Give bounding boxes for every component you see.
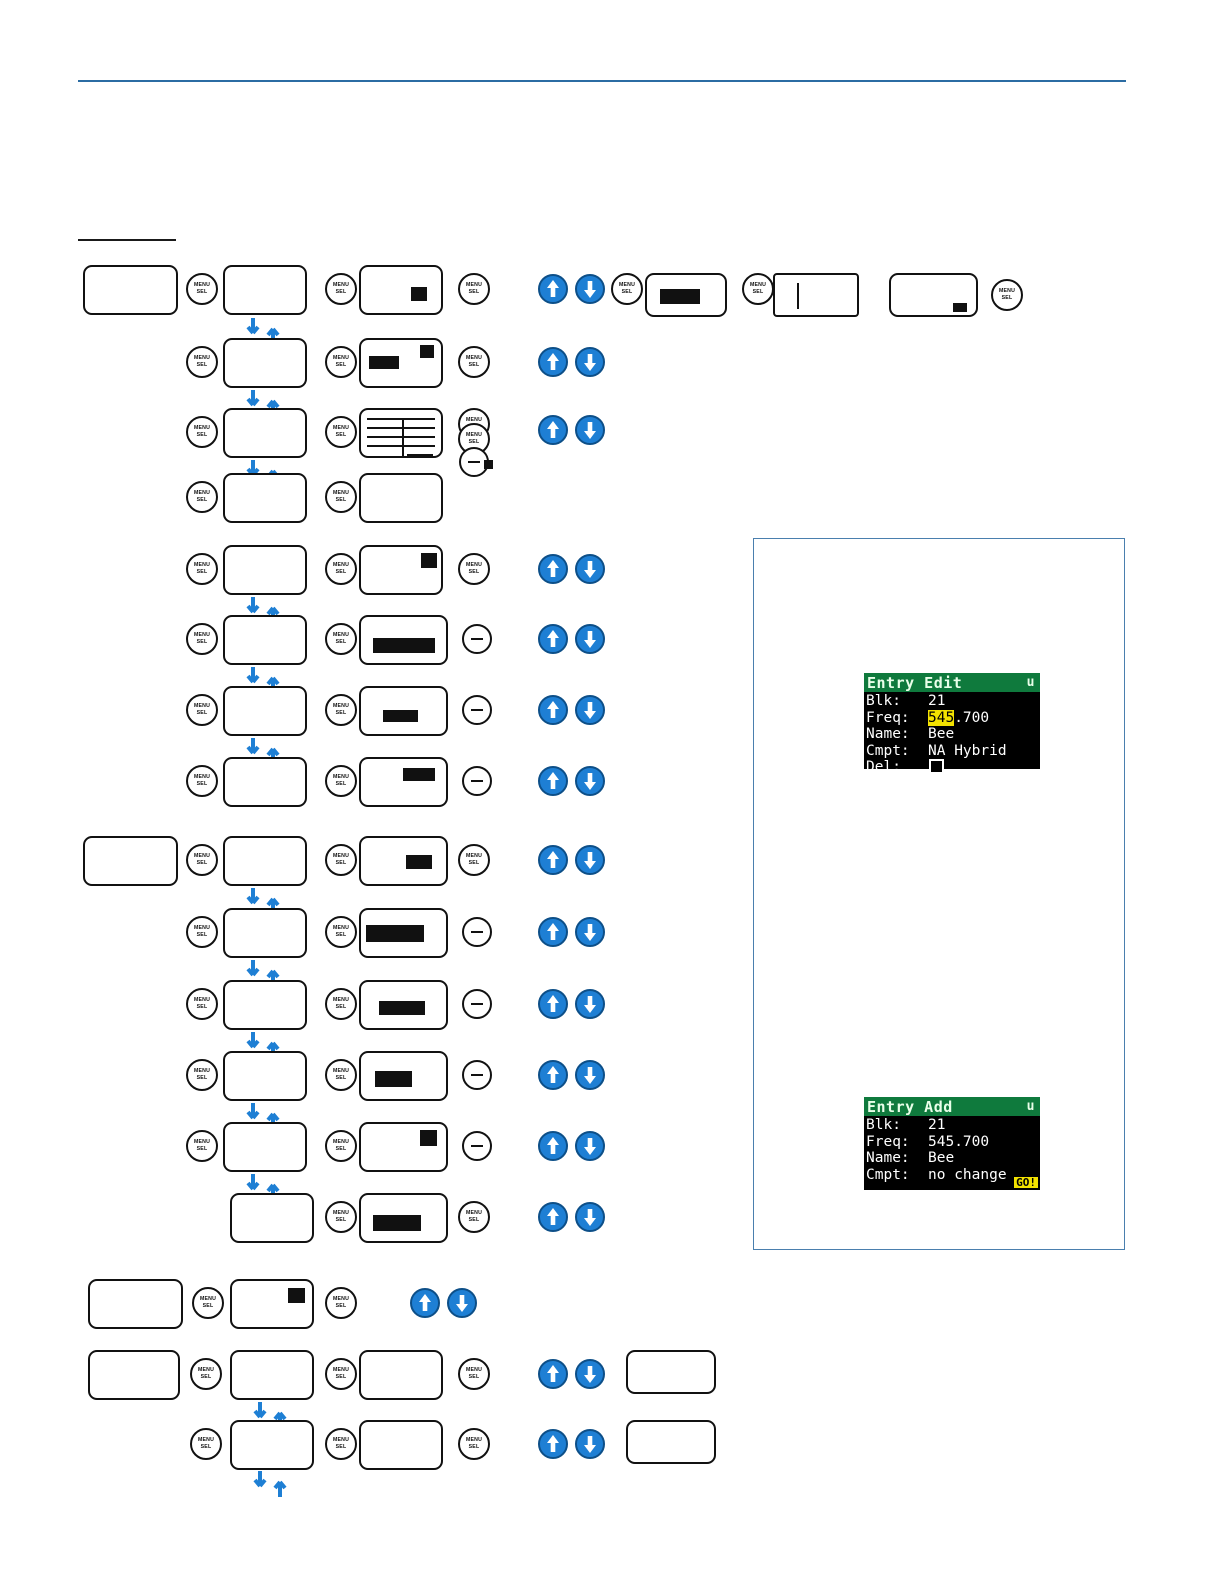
- menu-sel-label-2: SEL: [335, 1074, 347, 1081]
- menu-sel-label-1: MENU: [465, 853, 483, 860]
- menu-sel-label-2: SEL: [335, 496, 347, 503]
- menu-sel-button[interactable]: [325, 1428, 357, 1460]
- up-arrow-button[interactable]: [538, 1131, 568, 1161]
- menu-sel-label-1: MENU: [749, 282, 767, 289]
- menu-sel-label-1: MENU: [332, 1068, 350, 1075]
- menu-sel-button[interactable]: [190, 1358, 222, 1390]
- lcd-fill-bar: [379, 1001, 425, 1015]
- menu-sel-button[interactable]: [458, 1201, 490, 1233]
- down-arrow-button[interactable]: [575, 1359, 605, 1389]
- down-arrow-button[interactable]: [575, 347, 605, 377]
- row-label: Blk:: [866, 1117, 901, 1133]
- row-value: NA Hybrid: [928, 742, 1007, 759]
- lcd-corner-block: [421, 553, 437, 568]
- lcd-box: [359, 686, 448, 736]
- menu-sel-label-1: MENU: [193, 997, 211, 1004]
- menu-sel-button[interactable]: [325, 765, 357, 797]
- lcd-box: [626, 1350, 716, 1394]
- menu-sel-label-1: MENU: [193, 853, 211, 860]
- lcd-box: [83, 265, 178, 315]
- menu-sel-button[interactable]: [192, 1287, 224, 1319]
- menu-sel-button[interactable]: [325, 694, 357, 726]
- screen-title-right: u: [1026, 1099, 1035, 1114]
- lcd-box: [359, 1051, 448, 1101]
- menu-sel-label-1: MENU: [197, 1367, 215, 1374]
- menu-sel-button[interactable]: [325, 481, 357, 513]
- menu-sel-button[interactable]: [458, 844, 490, 876]
- menu-sel-label-2: SEL: [335, 1443, 347, 1450]
- lcd-box: [359, 473, 443, 523]
- menu-sel-button[interactable]: [325, 1287, 357, 1319]
- menu-sel-label-2: SEL: [196, 1145, 208, 1152]
- menu-sel-label-1: MENU: [193, 1139, 211, 1146]
- row-value: Bee: [928, 726, 955, 742]
- minus-button[interactable]: [462, 917, 492, 947]
- lcd-box: [223, 265, 307, 315]
- menu-sel-label-2: SEL: [335, 709, 347, 716]
- row-value: Bee: [928, 1150, 955, 1166]
- menu-sel-label-1: MENU: [193, 1068, 211, 1075]
- lcd-fill-block: [660, 289, 700, 304]
- lcd-box: [773, 273, 859, 317]
- menu-sel-label-2: SEL: [1001, 294, 1013, 301]
- row-label: Cmpt:: [866, 742, 910, 759]
- lcd-box: [230, 1193, 314, 1243]
- row-value-rest: .700: [954, 709, 990, 726]
- up-arrow-button[interactable]: [538, 347, 568, 377]
- lcd-box: [359, 908, 448, 958]
- screen-title: Entry Edit: [867, 673, 963, 692]
- lcd-box: [223, 545, 307, 595]
- screen-row: [866, 710, 1040, 727]
- menu-sel-label-2: SEL: [468, 288, 480, 295]
- menu-sel-button[interactable]: [186, 694, 218, 726]
- screen-title: Entry Add: [867, 1097, 953, 1116]
- up-arrow-button[interactable]: [538, 989, 568, 1019]
- menu-sel-button[interactable]: [325, 1059, 357, 1091]
- menu-sel-label-2: SEL: [335, 1216, 347, 1223]
- menu-sel-button[interactable]: [325, 916, 357, 948]
- down-arrow-button[interactable]: [575, 766, 605, 796]
- lcd-box: [223, 980, 307, 1030]
- lcd-corner-mark: [953, 303, 967, 312]
- menu-sel-button[interactable]: [325, 416, 357, 448]
- down-arrow-button[interactable]: [575, 554, 605, 584]
- menu-sel-button[interactable]: [186, 916, 218, 948]
- menu-sel-label-2: SEL: [196, 931, 208, 938]
- lcd-box: [83, 836, 178, 886]
- menu-sel-label-1: MENU: [618, 282, 636, 289]
- menu-sel-button[interactable]: [186, 416, 218, 448]
- menu-sel-label-2: SEL: [468, 568, 480, 575]
- screen-title-bar: [864, 673, 1040, 692]
- screen-row: [866, 743, 1040, 760]
- menu-sel-label-1: MENU: [193, 425, 211, 432]
- down-arrow-button[interactable]: [575, 624, 605, 654]
- lcd-box: [359, 1122, 448, 1172]
- screen-row: [866, 1150, 1040, 1167]
- screen-row: [866, 1134, 1040, 1151]
- lcd-fill-bar: [375, 1071, 412, 1087]
- menu-sel-button[interactable]: [325, 553, 357, 585]
- down-arrow-button[interactable]: [575, 1429, 605, 1459]
- lcd-box: [223, 615, 307, 665]
- up-arrow-button[interactable]: [538, 1429, 568, 1459]
- menu-sel-button[interactable]: [186, 988, 218, 1020]
- menu-sel-button[interactable]: [186, 481, 218, 513]
- menu-sel-label-1: MENU: [332, 355, 350, 362]
- menu-sel-label-2: SEL: [335, 1145, 347, 1152]
- menu-sel-label-1: MENU: [465, 417, 483, 424]
- menu-sel-label-1: MENU: [193, 355, 211, 362]
- row-value: 545.700: [928, 1133, 990, 1150]
- up-arrow-button[interactable]: [538, 1060, 568, 1090]
- menu-sel-button[interactable]: [325, 623, 357, 655]
- lcd-fill-block: [411, 287, 427, 301]
- lcd-box: [359, 615, 448, 665]
- menu-sel-label-2: SEL: [335, 931, 347, 938]
- lcd-box: [359, 1193, 448, 1243]
- menu-sel-label-1: MENU: [998, 288, 1016, 295]
- lcd-cursor: [797, 283, 799, 309]
- menu-sel-label-1: MENU: [465, 355, 483, 362]
- lcd-box: [88, 1350, 180, 1400]
- lcd-fill-bar: [366, 925, 424, 942]
- menu-sel-label-2: SEL: [335, 1302, 347, 1309]
- menu-sel-label-2: SEL: [196, 496, 208, 503]
- row-label: Blk:: [866, 693, 901, 709]
- menu-sel-label-2: SEL: [196, 709, 208, 716]
- menu-sel-label-2: SEL: [196, 1003, 208, 1010]
- up-arrow-button[interactable]: [538, 274, 568, 304]
- up-arrow-button[interactable]: [538, 415, 568, 445]
- lcd-box: [359, 265, 443, 315]
- screen-rows: [864, 692, 1040, 776]
- menu-sel-label-1: MENU: [332, 562, 350, 569]
- menu-sel-label-1: MENU: [332, 925, 350, 932]
- lcd-box: [230, 1420, 314, 1470]
- lcd-fill-bar: [373, 1215, 421, 1231]
- lcd-corner-block: [288, 1288, 305, 1303]
- lcd-fill-bar: [403, 768, 435, 781]
- menu-sel-button[interactable]: [186, 273, 218, 305]
- menu-sel-button[interactable]: [186, 844, 218, 876]
- up-arrow-button[interactable]: [538, 624, 568, 654]
- lcd-fill-bar: [383, 710, 418, 722]
- row-value: no change: [928, 1166, 1007, 1183]
- lcd-box: [223, 338, 307, 388]
- menu-sel-label-1: MENU: [197, 1437, 215, 1444]
- down-arrow-button[interactable]: [575, 274, 605, 304]
- menu-sel-label-2: SEL: [202, 1302, 214, 1309]
- menu-sel-label-2: SEL: [335, 859, 347, 866]
- menu-sel-label-2: SEL: [468, 361, 480, 368]
- menu-sel-button[interactable]: [325, 1201, 357, 1233]
- down-arrow-button[interactable]: [575, 989, 605, 1019]
- entry-edit-screen: [864, 673, 1040, 775]
- up-arrow-button[interactable]: [538, 845, 568, 875]
- flow-arrows: [250, 1470, 296, 1498]
- lcd-box: [359, 545, 443, 595]
- menu-sel-button[interactable]: [186, 1130, 218, 1162]
- menu-sel-label-2: SEL: [468, 859, 480, 866]
- section-underline: [78, 239, 176, 241]
- screen-rows: [864, 1116, 1040, 1183]
- menu-sel-label-1: MENU: [193, 490, 211, 497]
- lcd-box: [230, 1350, 314, 1400]
- delete-checkbox[interactable]: [929, 759, 944, 774]
- screen-row: [866, 726, 1040, 743]
- minus-button[interactable]: [462, 1131, 492, 1161]
- menu-sel-label-2: SEL: [335, 1373, 347, 1380]
- menu-sel-label-1: MENU: [465, 562, 483, 569]
- menu-sel-button[interactable]: [458, 273, 490, 305]
- up-arrow-button[interactable]: [538, 1359, 568, 1389]
- menu-sel-button[interactable]: [186, 623, 218, 655]
- menu-sel-button[interactable]: [325, 346, 357, 378]
- down-arrow-button[interactable]: [575, 695, 605, 725]
- menu-sel-label-1: MENU: [332, 703, 350, 710]
- lcd-box-list: [359, 408, 443, 458]
- lcd-box: [223, 1051, 307, 1101]
- lcd-corner-block: [420, 1130, 437, 1146]
- row-value: 21: [928, 1117, 946, 1133]
- menu-sel-label-1: MENU: [332, 632, 350, 639]
- row-label: Freq:: [866, 709, 910, 726]
- menu-sel-label-1: MENU: [332, 1437, 350, 1444]
- menu-sel-label-2: SEL: [335, 1003, 347, 1010]
- screen-title-bar: [864, 1097, 1040, 1116]
- down-arrow-button[interactable]: [575, 415, 605, 445]
- menu-sel-label-2: SEL: [196, 431, 208, 438]
- menu-sel-label-2: SEL: [335, 638, 347, 645]
- screen-row: [866, 1117, 1040, 1134]
- menu-sel-button[interactable]: [458, 1428, 490, 1460]
- menu-sel-button[interactable]: [325, 988, 357, 1020]
- row-label: Del:: [866, 759, 901, 775]
- menu-sel-label-2: SEL: [196, 288, 208, 295]
- screen-row: [866, 693, 1040, 710]
- callout-panel: [753, 538, 1125, 1250]
- lcd-corner-block: [420, 345, 434, 358]
- entry-add-screen: [864, 1097, 1040, 1190]
- menu-sel-label-1: MENU: [332, 1296, 350, 1303]
- up-arrow-button[interactable]: [538, 695, 568, 725]
- lcd-box: [223, 473, 307, 523]
- down-arrow-button[interactable]: [575, 845, 605, 875]
- menu-sel-label-1: MENU: [193, 562, 211, 569]
- menu-sel-button[interactable]: [325, 844, 357, 876]
- lcd-fill-bar: [373, 638, 435, 653]
- row-label: Cmpt:: [866, 1166, 910, 1183]
- menu-sel-label-2: SEL: [335, 431, 347, 438]
- up-arrow-button[interactable]: [538, 917, 568, 947]
- minus-button[interactable]: [462, 695, 492, 725]
- menu-sel-label-2: SEL: [196, 361, 208, 368]
- minus-button[interactable]: [462, 989, 492, 1019]
- menu-sel-label-1: MENU: [193, 774, 211, 781]
- lcd-list-lines: [361, 410, 441, 456]
- down-arrow-button[interactable]: [575, 1131, 605, 1161]
- menu-sel-label-1: MENU: [332, 1367, 350, 1374]
- menu-sel-label-2: SEL: [196, 1074, 208, 1081]
- lcd-box: [223, 836, 307, 886]
- menu-sel-label-1: MENU: [465, 1210, 483, 1217]
- lcd-box: [645, 273, 727, 317]
- menu-sel-button[interactable]: [458, 553, 490, 585]
- lcd-box: [359, 338, 443, 388]
- lcd-box: [626, 1420, 716, 1464]
- menu-sel-label-2: SEL: [468, 438, 480, 445]
- down-arrow-button[interactable]: [447, 1288, 477, 1318]
- menu-sel-label-1: MENU: [332, 853, 350, 860]
- menu-sel-label-2: SEL: [468, 1216, 480, 1223]
- menu-sel-label-2: SEL: [196, 859, 208, 866]
- menu-sel-label-1: MENU: [465, 432, 483, 439]
- menu-sel-label-2: SEL: [200, 1373, 212, 1380]
- menu-sel-label-2: SEL: [468, 1443, 480, 1450]
- lcd-fill-bar: [406, 855, 432, 869]
- menu-sel-label-1: MENU: [465, 1367, 483, 1374]
- lcd-box: [359, 757, 448, 807]
- menu-sel-label-1: MENU: [332, 490, 350, 497]
- menu-sel-button[interactable]: [186, 553, 218, 585]
- row-label: Freq:: [866, 1133, 910, 1150]
- menu-sel-button[interactable]: [186, 1059, 218, 1091]
- menu-sel-button[interactable]: [742, 273, 774, 305]
- menu-sel-label-1: MENU: [332, 282, 350, 289]
- down-arrow-button[interactable]: [575, 1202, 605, 1232]
- menu-sel-label-1: MENU: [332, 774, 350, 781]
- lcd-box: [223, 1122, 307, 1172]
- lcd-fill-bar: [369, 356, 399, 369]
- menu-sel-label-1: MENU: [199, 1296, 217, 1303]
- lcd-corner-block: [484, 460, 493, 469]
- menu-sel-label-1: MENU: [332, 425, 350, 432]
- menu-sel-label-2: SEL: [335, 568, 347, 575]
- menu-sel-label-1: MENU: [193, 925, 211, 932]
- down-arrow-button[interactable]: [575, 917, 605, 947]
- menu-sel-label-2: SEL: [335, 361, 347, 368]
- menu-sel-label-2: SEL: [335, 780, 347, 787]
- menu-sel-label-2: SEL: [196, 568, 208, 575]
- menu-sel-button[interactable]: [325, 1130, 357, 1162]
- go-button[interactable]: GO!: [1016, 1176, 1036, 1189]
- lcd-box: [223, 908, 307, 958]
- menu-sel-button[interactable]: [190, 1428, 222, 1460]
- lcd-box: [359, 836, 448, 886]
- menu-sel-label-1: MENU: [332, 1139, 350, 1146]
- up-arrow-button[interactable]: [538, 1202, 568, 1232]
- menu-sel-button[interactable]: [458, 346, 490, 378]
- menu-sel-label-2: SEL: [335, 288, 347, 295]
- lcd-box: [359, 980, 448, 1030]
- menu-sel-button[interactable]: [458, 1358, 490, 1390]
- minus-button[interactable]: [462, 624, 492, 654]
- menu-sel-label-2: SEL: [468, 1373, 480, 1380]
- menu-sel-label-1: MENU: [193, 632, 211, 639]
- menu-sel-label-2: SEL: [200, 1443, 212, 1450]
- up-arrow-button[interactable]: [538, 554, 568, 584]
- menu-sel-button[interactable]: [611, 273, 643, 305]
- down-arrow-button[interactable]: [575, 1060, 605, 1090]
- menu-sel-label-1: MENU: [465, 282, 483, 289]
- row-label: Name:: [866, 726, 910, 742]
- menu-sel-label-1: MENU: [193, 703, 211, 710]
- minus-button[interactable]: [462, 1060, 492, 1090]
- row-label: Name:: [866, 1150, 910, 1166]
- menu-sel-button[interactable]: [186, 765, 218, 797]
- menu-sel-label-2: SEL: [621, 288, 633, 295]
- menu-sel-label-1: MENU: [193, 282, 211, 289]
- lcd-box: [223, 686, 307, 736]
- menu-sel-label-2: SEL: [196, 780, 208, 787]
- lcd-box: [359, 1420, 443, 1470]
- row-value-highlight: 545: [928, 709, 955, 726]
- lcd-divider: [402, 418, 404, 456]
- lcd-box: [230, 1279, 314, 1329]
- lcd-box: [223, 408, 307, 458]
- lcd-box: [88, 1279, 183, 1329]
- menu-sel-button[interactable]: [325, 273, 357, 305]
- menu-sel-label-1: MENU: [332, 1210, 350, 1217]
- menu-sel-button[interactable]: [325, 1358, 357, 1390]
- lcd-box: [889, 273, 978, 317]
- header-divider-rule: [78, 80, 1126, 82]
- up-arrow-button[interactable]: [410, 1288, 440, 1318]
- menu-sel-label-2: SEL: [196, 638, 208, 645]
- up-arrow-button[interactable]: [538, 766, 568, 796]
- row-value: 21: [928, 693, 946, 709]
- screen-row: [866, 759, 1040, 776]
- minus-button[interactable]: [462, 766, 492, 796]
- menu-sel-label-1: MENU: [465, 1437, 483, 1444]
- screen-title-right: u: [1026, 675, 1035, 690]
- menu-sel-button[interactable]: [186, 346, 218, 378]
- menu-sel-label-2: SEL: [752, 288, 764, 295]
- menu-sel-label-1: MENU: [332, 997, 350, 1004]
- menu-sel-button[interactable]: [991, 279, 1023, 311]
- lcd-box: [359, 1350, 443, 1400]
- lcd-box: [223, 757, 307, 807]
